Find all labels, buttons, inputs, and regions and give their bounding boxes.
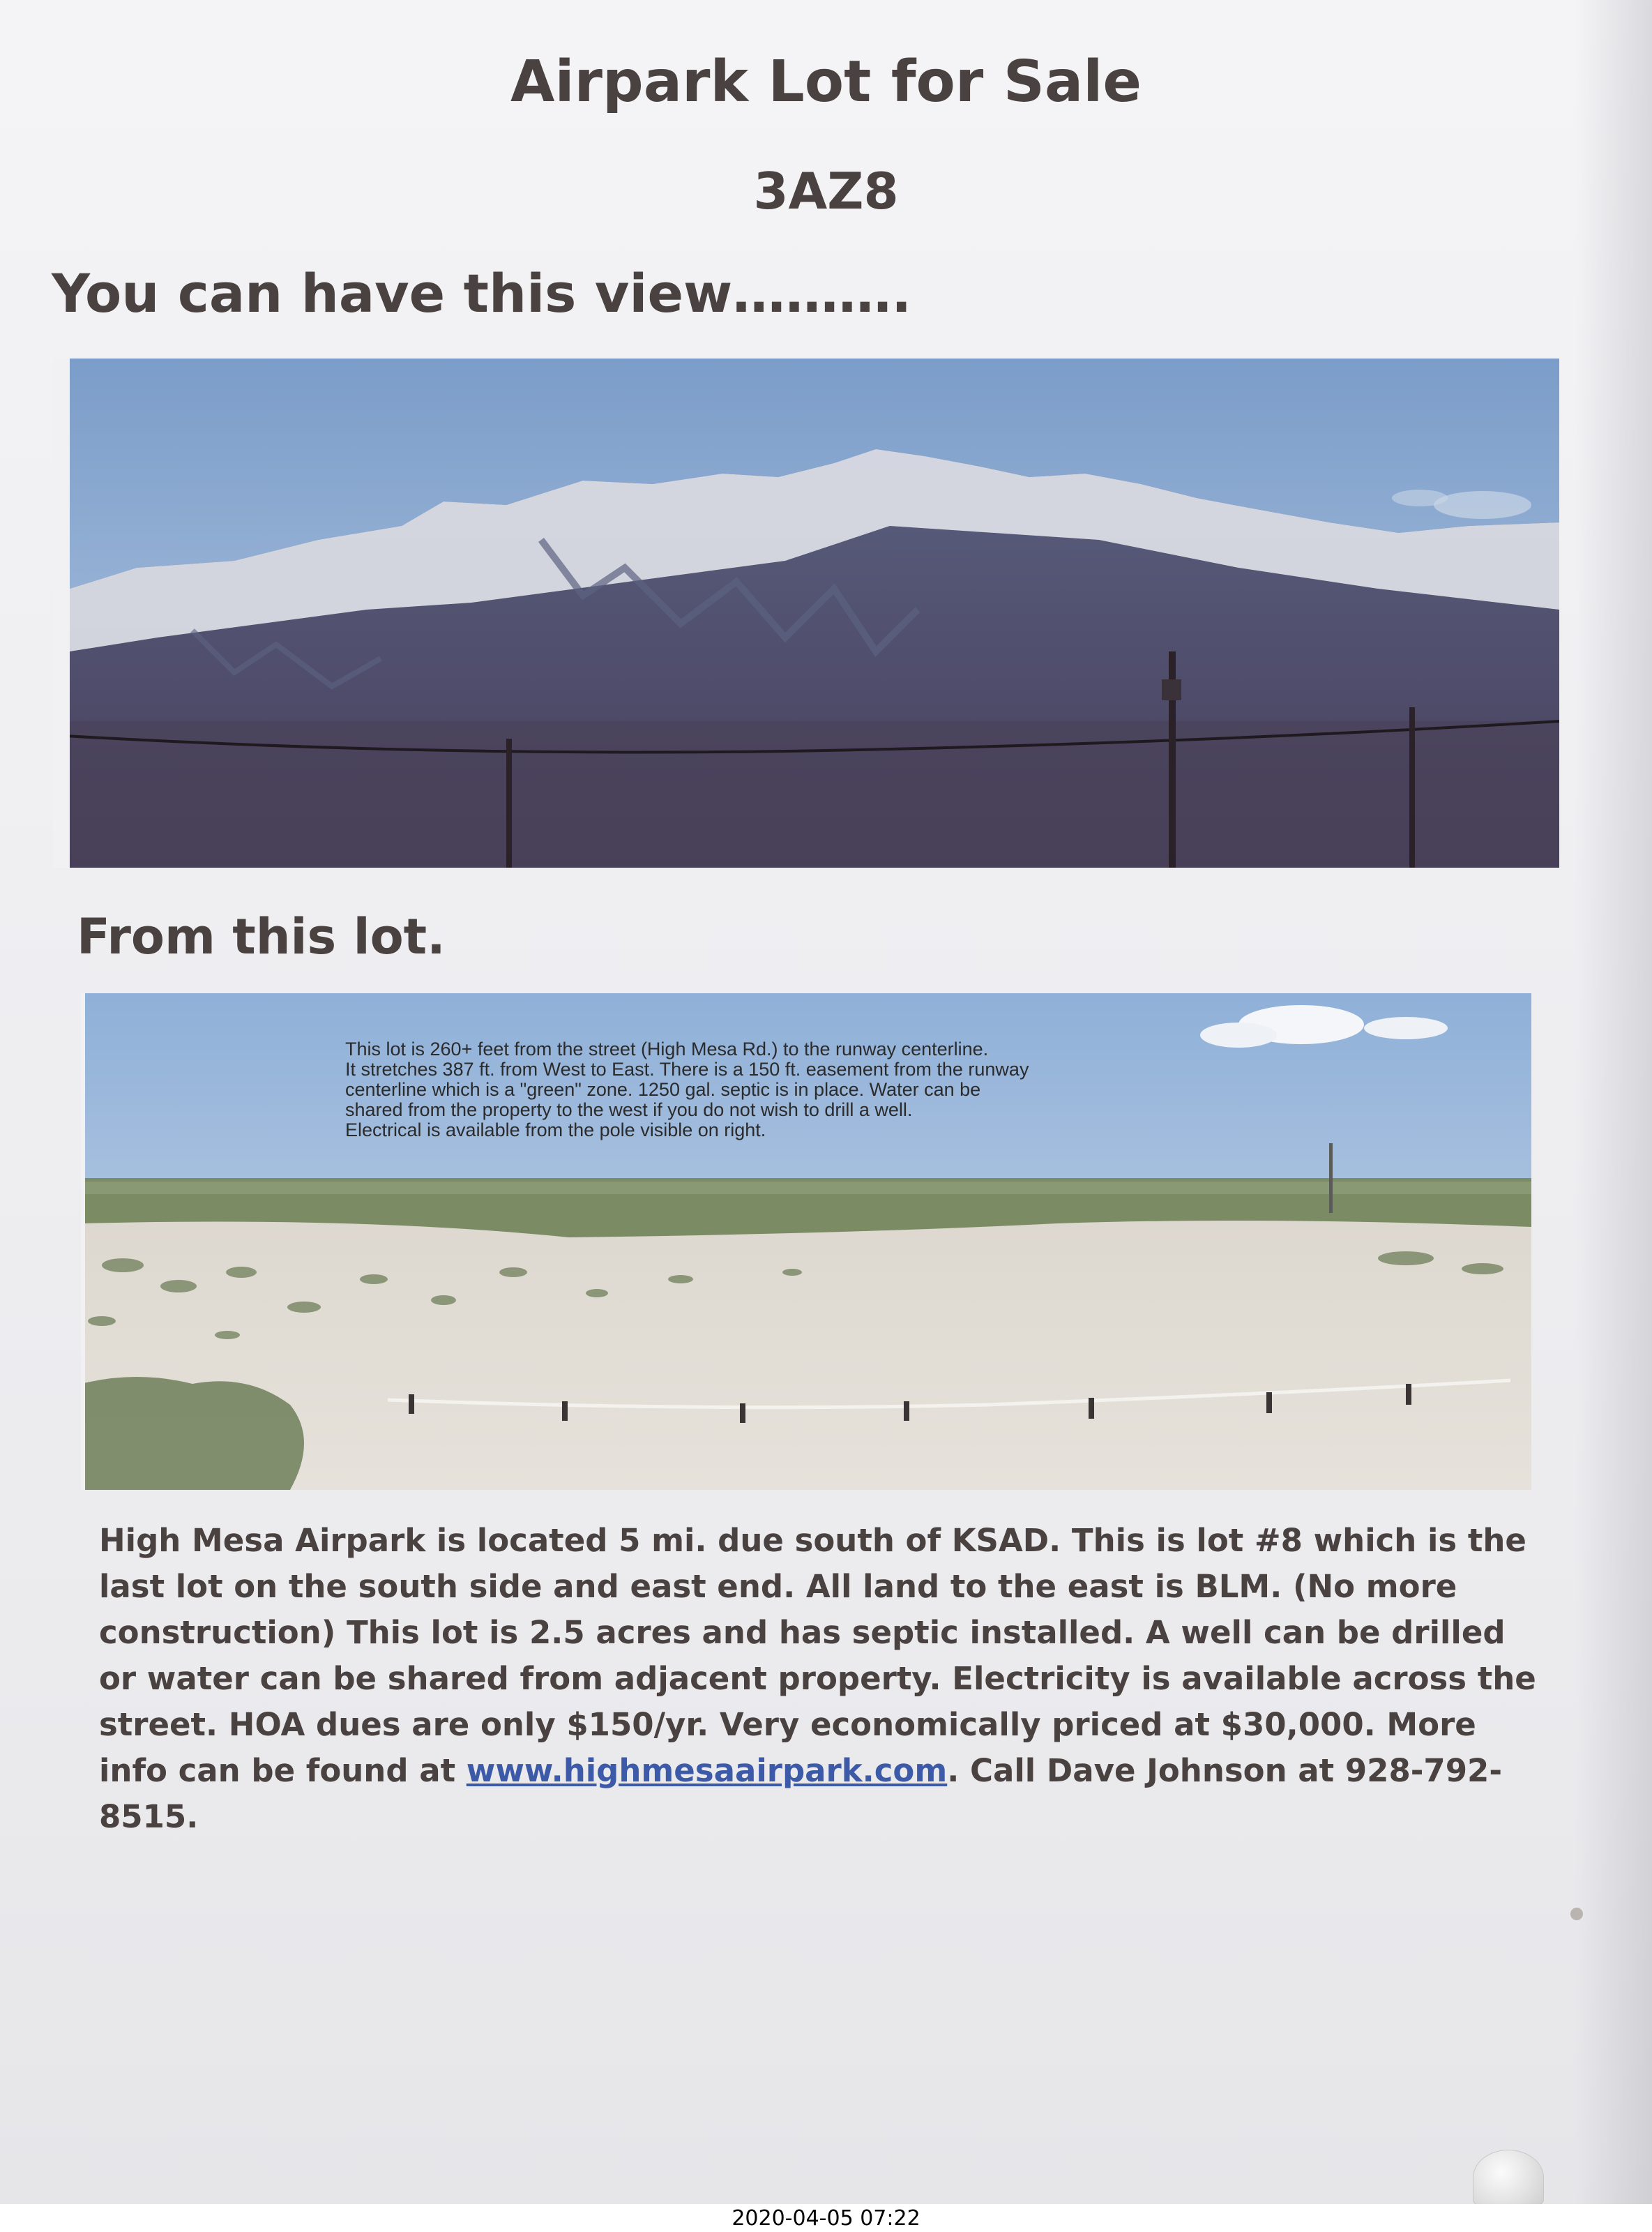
thumbtack — [1473, 2150, 1544, 2205]
lot-photo-caption: This lot is 260+ feet from the street (High Mesa Rd.) to the runway centerline. It stretches 387 ft. from West to East. There is a 150 ft. easement from the runway centerline which is a "green" zone. 1250 gal. septic is in place. Water can be shared from the property to the west if you do not wish to drill a well. Electrical is available from the pole visible on right. — [345, 1039, 1029, 1140]
airport-code: 3AZ8 — [753, 162, 899, 220]
contact-text: . Call Dave Johnson at 928-792-8515. — [99, 1752, 1503, 1835]
photo-timestamp: 2020-04-05 07:22 — [732, 2206, 920, 2231]
lot-heading: From this lot. — [77, 908, 446, 965]
description-text: High Mesa Airpark is located 5 mi. due south of KSAD. This is lot #8 which is the last lot on the south side and east end. All land to the east is BLM. (No more construction) This lot is 2.5 acres and has septic installed. A well can be drilled or water can be shared from adjacent property. Electricity is available across the street. HOA dues are only $150/yr. Very economically priced at $30,000. More info can be found at — [99, 1522, 1536, 1789]
mountain-view-image — [53, 359, 1559, 868]
lot-description — [99, 1518, 1543, 1840]
flyer-title: Airpark Lot for Sale — [510, 49, 1142, 115]
view-heading: You can have this view………. — [52, 262, 912, 324]
website-link[interactable]: www.highmesaairpark.com — [466, 1752, 948, 1789]
paper-shadow — [1575, 0, 1652, 2204]
mountain-view-photo — [53, 359, 1559, 868]
pin-hole — [1570, 1908, 1583, 1920]
